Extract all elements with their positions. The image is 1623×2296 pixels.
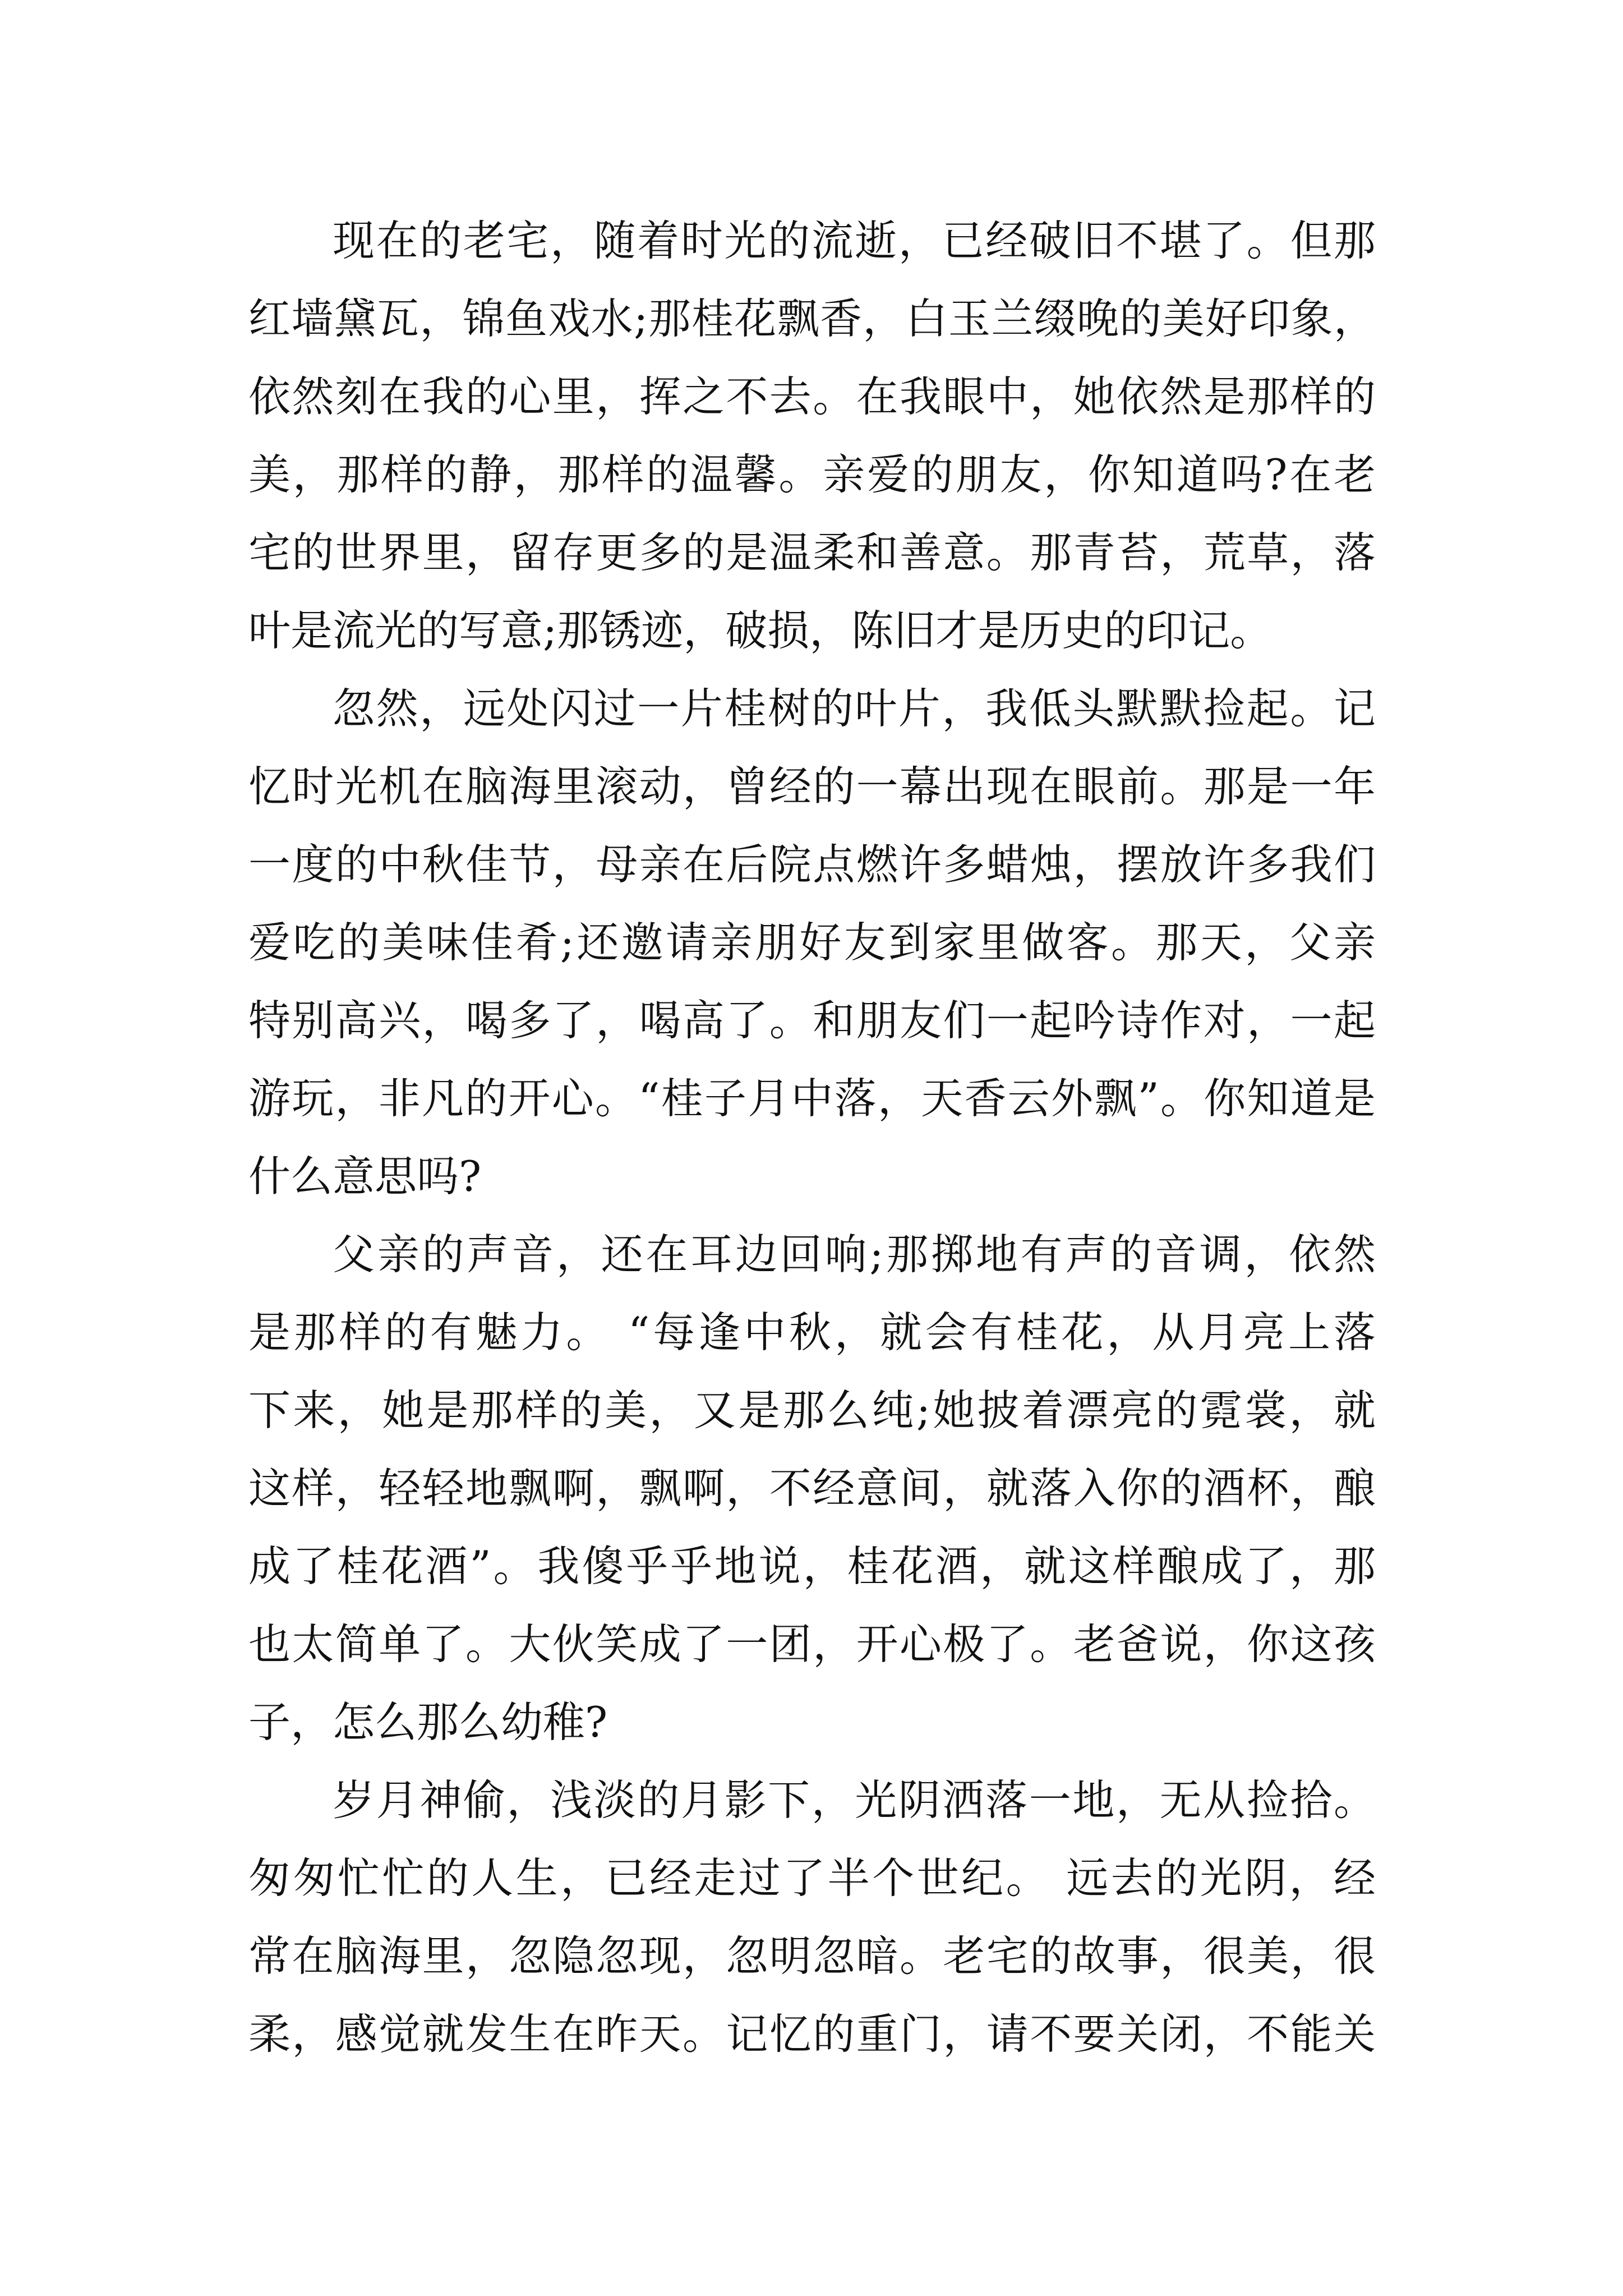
text-line: 游玩，非凡的开心。“桂子月中落，天香云外飘”。你知道是 [248, 1074, 1376, 1123]
text-line: 爱吃的美味佳肴;还邀请亲朋好友到家里做客。那天，父亲 [248, 918, 1376, 967]
text-line: 常在脑海里，忽隐忽现，忽明忽暗。老宅的故事，很美，很 [248, 1931, 1376, 1981]
text-line: 是那样的有魅力。 “每逢中秋，就会有桂花，从月亮上落 [248, 1308, 1376, 1357]
text-line: 现在的老宅，随着时光的流逝，已经破旧不堪了。但那 [333, 216, 1376, 265]
text-line: 匆匆忙忙的人生，已经走过了半个世纪。 远去的光阴，经 [248, 1853, 1376, 1903]
text-line: 美，那样的静，那样的温馨。亲爱的朋友，你知道吗?在老 [248, 450, 1376, 499]
text-line: 依然刻在我的心里，挥之不去。在我眼中，她依然是那样的 [248, 372, 1376, 421]
text-line: 子，怎么那么幼稚? [248, 1697, 608, 1747]
text-line: 岁月神偷，浅淡的月影下，光阴洒落一地，无从捡拾。 [333, 1775, 1376, 1825]
text-line: 成了桂花酒”。我傻乎乎地说，桂花酒，就这样酿成了，那 [248, 1542, 1376, 1591]
text-line: 一度的中秋佳节，母亲在后院点燃许多蜡烛，摆放许多我们 [248, 840, 1376, 889]
paragraph-3 [248, 1216, 1376, 1761]
text-line: 忽然，远处闪过一片桂树的叶片，我低头默默捡起。记 [333, 684, 1376, 733]
text-line: 宅的世界里，留存更多的是温柔和善意。那青苔，荒草，落 [248, 528, 1376, 577]
text-line: 忆时光机在脑海里滚动，曾经的一幕出现在眼前。那是一年 [248, 762, 1376, 811]
paragraph-2 [248, 670, 1376, 1216]
text-line: 什么意思吗? [248, 1152, 482, 1201]
text-line: 红墙黛瓦，锦鱼戏水;那桂花飘香，白玉兰缀晚的美好印象， [248, 294, 1376, 343]
text-line: 柔，感觉就发生在昨天。记忆的重门，请不要关闭，不能关 [248, 2009, 1376, 2059]
paragraph-4 [248, 1761, 1376, 2073]
body-text [248, 202, 1376, 2073]
text-line: 下来，她是那样的美，又是那么纯;她披着漂亮的霓裳，就 [248, 1386, 1376, 1435]
text-line: 叶是流光的写意;那锈迹，破损，陈旧才是历史的印记。 [248, 606, 1272, 655]
text-line: 也太简单了。大伙笑成了一团，开心极了。老爸说，你这孩 [248, 1619, 1376, 1669]
text-line: 特别高兴，喝多了，喝高了。和朋友们一起吟诗作对，一起 [248, 996, 1376, 1045]
paragraph-1 [248, 202, 1376, 670]
text-line: 这样，轻轻地飘啊，飘啊，不经意间，就落入你的酒杯，酿 [248, 1464, 1376, 1513]
text-line: 父亲的声音，还在耳边回响;那掷地有声的音调，依然 [333, 1230, 1376, 1279]
